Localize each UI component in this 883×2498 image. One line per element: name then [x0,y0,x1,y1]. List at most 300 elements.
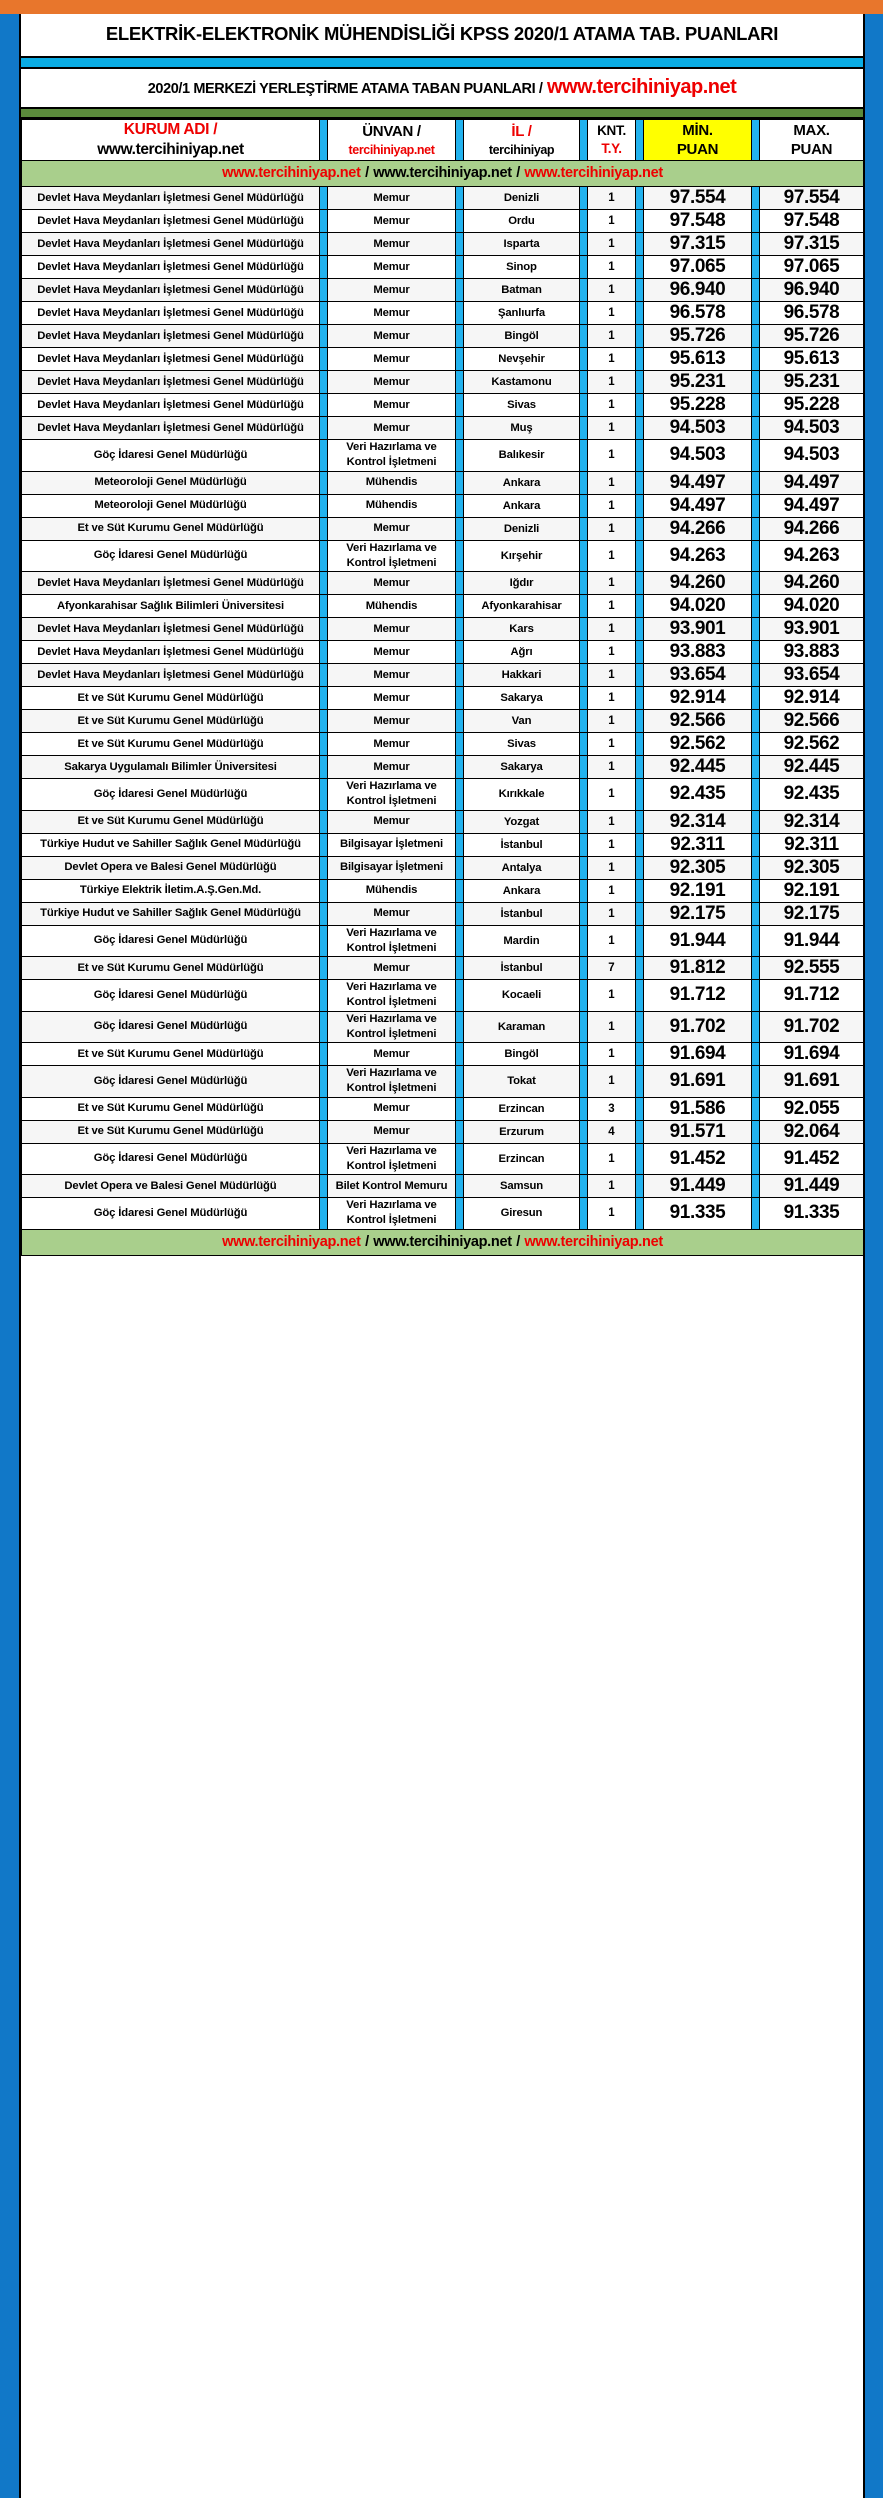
column-separator [752,779,760,811]
cell-min-puan: 94.266 [644,517,752,540]
column-separator [752,119,760,160]
cell-max-puan: 91.449 [760,1175,864,1198]
column-separator [636,494,644,517]
column-separator [752,1120,760,1143]
column-separator [320,371,328,394]
column-separator [636,256,644,279]
column-separator [320,856,328,879]
cell-knt: 1 [588,572,636,595]
column-separator [456,756,464,779]
column-separator [320,618,328,641]
cell-min-puan: 94.020 [644,595,752,618]
column-separator [456,1097,464,1120]
promo-row-bottom [22,1229,864,1255]
column-separator [752,1043,760,1066]
cell-il: Balıkesir [464,440,580,472]
table-row [22,1143,864,1175]
col-header-max-puan [760,119,864,160]
cell-il: Van [464,710,580,733]
column-separator [752,1066,760,1098]
cell-unvan: Memur [328,957,456,980]
cell-knt: 1 [588,517,636,540]
column-separator [636,1175,644,1198]
column-separator [580,1198,588,1230]
cell-il: Sinop [464,256,580,279]
cell-unvan: Memur [328,302,456,325]
cell-unvan: Memur [328,810,456,833]
cell-knt: 1 [588,371,636,394]
cell-il: Kars [464,618,580,641]
column-separator [636,210,644,233]
column-separator [636,833,644,856]
table-row [22,756,864,779]
table-row [22,371,864,394]
cell-max-puan: 92.435 [760,779,864,811]
cell-unvan: Memur [328,210,456,233]
cell-unvan: Veri Hazırlama ve Kontrol İşletmeni [328,1011,456,1043]
cell-knt: 1 [588,856,636,879]
cell-kurum: Devlet Hava Meydanları İşletmesi Genel Müdürlüğü [22,256,320,279]
column-separator [580,517,588,540]
column-separator [456,833,464,856]
cell-unvan: Bilgisayar İşletmeni [328,833,456,856]
cell-max-puan: 91.702 [760,1011,864,1043]
column-separator [752,233,760,256]
column-separator [752,1143,760,1175]
column-separator [580,902,588,925]
column-separator [636,810,644,833]
column-separator [636,371,644,394]
column-separator [456,187,464,210]
cell-kurum: Türkiye Hudut ve Sahiller Sağlık Genel Müdürlüğü [22,902,320,925]
column-separator [456,325,464,348]
cell-unvan: Memur [328,618,456,641]
column-separator [320,810,328,833]
table-row [22,256,864,279]
column-separator [752,733,760,756]
table-row [22,664,864,687]
cell-unvan: Mühendis [328,471,456,494]
column-separator [752,1198,760,1230]
column-separator [752,348,760,371]
cell-il: İstanbul [464,833,580,856]
column-separator [320,710,328,733]
column-separator [580,1120,588,1143]
cell-max-puan: 95.613 [760,348,864,371]
promo-link-1[interactable]: www.tercihiniyap.net [222,165,361,182]
column-separator [636,471,644,494]
column-separator [752,1011,760,1043]
cell-min-puan: 92.566 [644,710,752,733]
column-separator [580,187,588,210]
cell-knt: 1 [588,1011,636,1043]
column-separator [456,572,464,595]
column-separator [752,187,760,210]
column-separator [320,540,328,572]
cell-knt: 1 [588,233,636,256]
column-separator [636,394,644,417]
column-separator [456,210,464,233]
column-separator [320,833,328,856]
table-row [22,233,864,256]
column-separator [320,325,328,348]
column-separator [320,687,328,710]
column-separator [752,256,760,279]
cell-kurum: Göç İdaresi Genel Müdürlüğü [22,540,320,572]
table-row [22,1120,864,1143]
cell-il: Kocaeli [464,980,580,1012]
cell-max-puan: 93.654 [760,664,864,687]
table-row [22,279,864,302]
cell-kurum: Göç İdaresi Genel Müdürlüğü [22,440,320,472]
cell-knt: 1 [588,833,636,856]
cell-il: Nevşehir [464,348,580,371]
cell-max-puan: 94.503 [760,440,864,472]
cell-kurum: Devlet Opera ve Balesi Genel Müdürlüğü [22,1175,320,1198]
cell-knt: 1 [588,1066,636,1098]
cell-kurum: Et ve Süt Kurumu Genel Müdürlüğü [22,733,320,756]
cell-max-puan: 92.445 [760,756,864,779]
column-separator [456,1066,464,1098]
promo-link-3[interactable]: www.tercihiniyap.net [524,1233,663,1250]
cell-unvan: Memur [328,1043,456,1066]
column-separator [636,756,644,779]
cell-max-puan: 92.305 [760,856,864,879]
cell-knt: 1 [588,733,636,756]
cell-knt: 1 [588,348,636,371]
column-separator [320,417,328,440]
cell-kurum: Devlet Hava Meydanları İşletmesi Genel Müdürlüğü [22,187,320,210]
cell-min-puan: 97.554 [644,187,752,210]
column-separator [636,417,644,440]
column-separator [580,595,588,618]
table-row [22,302,864,325]
cell-max-puan: 92.566 [760,710,864,733]
col-header-max-line1: MAX. [793,121,830,139]
cell-knt: 1 [588,325,636,348]
cell-min-puan: 93.883 [644,641,752,664]
cell-unvan: Memur [328,687,456,710]
cell-max-puan: 92.191 [760,879,864,902]
green-divider [21,109,863,119]
table-row [22,394,864,417]
cell-knt: 1 [588,664,636,687]
column-separator [320,980,328,1012]
column-separator [456,348,464,371]
cell-knt: 1 [588,925,636,957]
cell-kurum: Devlet Hava Meydanları İşletmesi Genel Müdürlüğü [22,572,320,595]
column-separator [580,756,588,779]
cell-min-puan: 95.726 [644,325,752,348]
cell-kurum: Devlet Hava Meydanları İşletmesi Genel Müdürlüğü [22,348,320,371]
cell-il: Afyonkarahisar [464,595,580,618]
cell-min-puan: 95.231 [644,371,752,394]
table-row [22,187,864,210]
cyan-divider [21,58,863,69]
cell-max-puan: 94.260 [760,572,864,595]
subtitle-text: 2020/1 MERKEZİ YERLEŞTİRME ATAMA TABAN PUANLARI / [147,80,543,97]
cell-unvan: Memur [328,256,456,279]
cell-il: Ağrı [464,641,580,664]
column-separator [752,394,760,417]
cell-il: Sakarya [464,687,580,710]
column-separator [320,879,328,902]
column-separator [636,348,644,371]
column-separator [456,1120,464,1143]
table-row [22,1066,864,1098]
column-separator [580,440,588,472]
column-separator [752,371,760,394]
column-separator [456,664,464,687]
table-row [22,517,864,540]
cell-il: Karaman [464,1011,580,1043]
cell-il: Mardin [464,925,580,957]
column-separator [456,540,464,572]
column-separator [320,394,328,417]
cell-il: Şanlıurfa [464,302,580,325]
column-separator [636,710,644,733]
table-row [22,348,864,371]
column-separator [456,279,464,302]
column-separator [456,925,464,957]
column-separator [752,572,760,595]
column-separator [580,664,588,687]
cell-kurum: Et ve Süt Kurumu Genel Müdürlüğü [22,1120,320,1143]
cell-kurum: Devlet Hava Meydanları İşletmesi Genel Müdürlüğü [22,618,320,641]
column-separator [636,733,644,756]
table-row [22,1043,864,1066]
cell-il: Kırşehir [464,540,580,572]
table-header [22,119,864,160]
promo-link-1[interactable]: www.tercihiniyap.net [222,1233,361,1250]
cell-il: Sakarya [464,756,580,779]
table-row [22,440,864,472]
cell-min-puan: 92.191 [644,879,752,902]
cell-kurum: Devlet Hava Meydanları İşletmesi Genel Müdürlüğü [22,325,320,348]
cell-max-puan: 91.335 [760,1198,864,1230]
cell-kurum: Devlet Hava Meydanları İşletmesi Genel Müdürlüğü [22,302,320,325]
column-separator [752,980,760,1012]
cell-il: Erzincan [464,1143,580,1175]
cell-knt: 1 [588,279,636,302]
column-separator [636,618,644,641]
column-separator [752,595,760,618]
cell-max-puan: 94.497 [760,471,864,494]
column-separator [636,440,644,472]
col-header-max-line2: PUAN [790,141,833,159]
cell-knt: 1 [588,471,636,494]
cell-max-puan: 92.555 [760,957,864,980]
column-separator [456,119,464,160]
cell-kurum: Göç İdaresi Genel Müdürlüğü [22,1011,320,1043]
column-separator [580,572,588,595]
cell-kurum: Et ve Süt Kurumu Genel Müdürlüğü [22,517,320,540]
cell-unvan: Memur [328,417,456,440]
cell-kurum: Devlet Hava Meydanları İşletmesi Genel Müdürlüğü [22,210,320,233]
column-separator [456,779,464,811]
table-row [22,902,864,925]
column-separator [320,233,328,256]
cell-kurum: Türkiye Hudut ve Sahiller Sağlık Genel Müdürlüğü [22,833,320,856]
table-row [22,641,864,664]
column-separator [456,302,464,325]
column-separator [320,517,328,540]
cell-il: Denizli [464,517,580,540]
cell-kurum: Et ve Süt Kurumu Genel Müdürlüğü [22,810,320,833]
table-row [22,879,864,902]
scores-table [21,119,864,1256]
cell-kurum: Göç İdaresi Genel Müdürlüğü [22,779,320,811]
cell-min-puan: 91.452 [644,1143,752,1175]
promo-link-2[interactable]: www.tercihiniyap.net [373,1233,512,1250]
cell-knt: 1 [588,394,636,417]
column-separator [580,256,588,279]
column-separator [752,687,760,710]
cell-max-puan: 92.064 [760,1120,864,1143]
column-separator [580,119,588,160]
column-separator [636,664,644,687]
table-row [22,833,864,856]
column-separator [580,980,588,1012]
cell-unvan: Bilet Kontrol Memuru [328,1175,456,1198]
column-separator [580,733,588,756]
cell-min-puan: 95.613 [644,348,752,371]
cell-min-puan: 92.305 [644,856,752,879]
column-separator [320,779,328,811]
promo-row-top [22,161,864,187]
cell-unvan: Mühendis [328,879,456,902]
cell-il: İstanbul [464,902,580,925]
column-separator [636,595,644,618]
cell-il: Kastamonu [464,371,580,394]
cell-il: Yozgat [464,810,580,833]
column-separator [636,1120,644,1143]
cell-max-puan: 95.231 [760,371,864,394]
column-separator [320,664,328,687]
cell-il: Ankara [464,494,580,517]
column-separator [636,957,644,980]
cell-kurum: Göç İdaresi Genel Müdürlüğü [22,925,320,957]
column-separator [580,879,588,902]
column-separator [320,1143,328,1175]
cell-knt: 1 [588,779,636,811]
cell-min-puan: 94.497 [644,471,752,494]
cell-min-puan: 91.944 [644,925,752,957]
cell-il: Erzincan [464,1097,580,1120]
cell-il: Tokat [464,1066,580,1098]
cell-max-puan: 91.712 [760,980,864,1012]
column-separator [580,687,588,710]
cell-max-puan: 91.452 [760,1143,864,1175]
column-separator [752,471,760,494]
cell-max-puan: 94.497 [760,494,864,517]
column-separator [580,371,588,394]
cell-knt: 1 [588,902,636,925]
subtitle-site-link[interactable]: www.tercihiniyap.net [546,75,737,98]
table-row [22,710,864,733]
column-separator [636,572,644,595]
cell-kurum: Et ve Süt Kurumu Genel Müdürlüğü [22,687,320,710]
promo-sep-2: / [516,1233,520,1250]
cell-kurum: Meteoroloji Genel Müdürlüğü [22,471,320,494]
cell-il: Muş [464,417,580,440]
cell-knt: 1 [588,256,636,279]
column-separator [580,210,588,233]
promo-cell[interactable] [22,1229,864,1255]
column-separator [580,1097,588,1120]
column-separator [320,957,328,980]
column-separator [636,856,644,879]
table-row [22,494,864,517]
promo-cell[interactable] [22,161,864,187]
column-separator [320,440,328,472]
cell-min-puan: 93.901 [644,618,752,641]
cell-max-puan: 91.694 [760,1043,864,1066]
cell-unvan: Memur [328,641,456,664]
column-separator [636,233,644,256]
cell-min-puan: 91.812 [644,957,752,980]
table-row [22,210,864,233]
cell-max-puan: 94.266 [760,517,864,540]
cell-knt: 1 [588,1043,636,1066]
cell-knt: 1 [588,618,636,641]
top-orange-strip [0,0,883,14]
column-separator [456,810,464,833]
column-separator [752,879,760,902]
column-separator [636,1143,644,1175]
column-separator [456,494,464,517]
cell-unvan: Memur [328,394,456,417]
cell-kurum: Devlet Hava Meydanları İşletmesi Genel Müdürlüğü [22,233,320,256]
cell-max-puan: 93.883 [760,641,864,664]
cell-knt: 1 [588,494,636,517]
cell-il: Erzurum [464,1120,580,1143]
cell-kurum: Devlet Hava Meydanları İşletmesi Genel Müdürlüğü [22,664,320,687]
cell-max-puan: 93.901 [760,618,864,641]
column-separator [580,1043,588,1066]
column-separator [580,471,588,494]
column-separator [580,540,588,572]
column-separator [636,1097,644,1120]
cell-kurum: Devlet Hava Meydanları İşletmesi Genel Müdürlüğü [22,641,320,664]
column-separator [456,980,464,1012]
column-separator [580,833,588,856]
cell-unvan: Memur [328,664,456,687]
cell-kurum: Devlet Opera ve Balesi Genel Müdürlüğü [22,856,320,879]
table-row [22,572,864,595]
table-row [22,325,864,348]
table-row [22,810,864,833]
column-separator [320,1175,328,1198]
page-title: ELEKTRİK-ELEKTRONİK MÜHENDİSLİĞİ KPSS 2020/1 ATAMA TAB. PUANLARI [21,14,863,58]
promo-link-2[interactable]: www.tercihiniyap.net [373,165,512,182]
cell-unvan: Veri Hazırlama ve Kontrol İşletmeni [328,980,456,1012]
cell-max-puan: 95.726 [760,325,864,348]
cell-knt: 1 [588,710,636,733]
cell-max-puan: 92.314 [760,810,864,833]
promo-link-3[interactable]: www.tercihiniyap.net [524,165,663,182]
column-separator [636,779,644,811]
column-separator [456,517,464,540]
column-separator [456,957,464,980]
cell-min-puan: 92.175 [644,902,752,925]
cell-il: Ankara [464,471,580,494]
column-separator [752,210,760,233]
column-separator [580,1066,588,1098]
column-separator [456,256,464,279]
column-separator [456,233,464,256]
column-separator [320,471,328,494]
